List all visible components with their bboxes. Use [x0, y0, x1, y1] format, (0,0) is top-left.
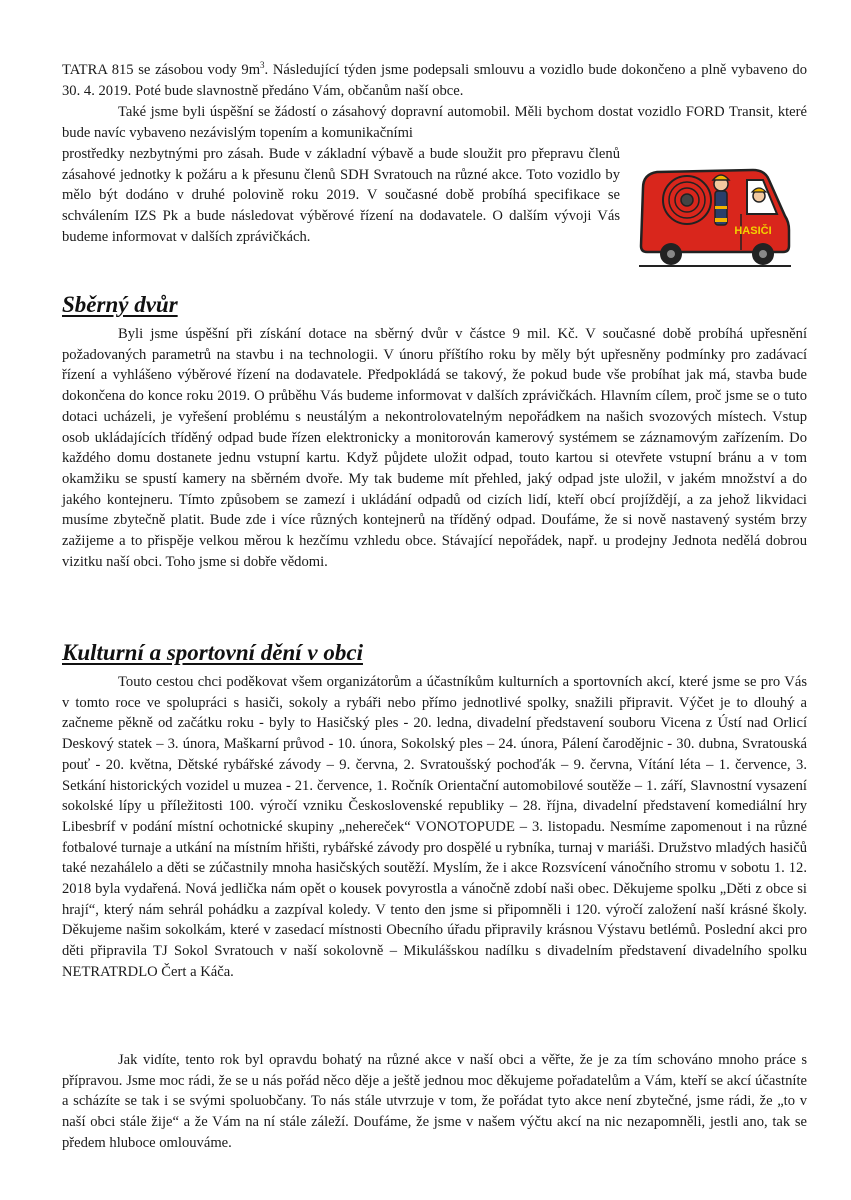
truck-label: HASIČI — [734, 225, 772, 237]
sberny-dvur-paragraph: Byli jsme úspěšní při získání dotace na sběrný dvůr v částce 9 mil. Kč. V současné době probíhá upřesnění požadovaných parametrů na stavbu i na technologii. V únoru příštího roku by měly být upřesněny podmínky pro zadávací řízení a vyhlášeno výběrové řízení na dodavatele. Předpokládá se takový, že pokud bude vše probíhat jak má, stavba bude dokončena do konce roku 2019. O průběhu Vás budeme informovat v dalších zprávičkách. Hlavním cílem, proč jsme se o tuto dotaci ucházeli, je vyřešení problému s neustálým a nekontrolovatelným nepořádkem na našich svozových místech. Vstup osob ukládajících tříděný odpad bude řízen elektronicky a monitorován kamerový systémem se záznamovým zařízením. Do každého domu dostanete jednu vstupní kartu. Když půjdete uložit odpad, touto kartou si otevřete vstupní bránu a v tom okamžiku se spustí kamery na sběrném dvoře. My tak budeme mít přehled, jaký odpad jste uložil, v jakém množství a do jakého kontejneru. Tímto způsobem se zamezí i ukládání odpadů od cizích lidí, kteří obcí projíždějí, a za jehož likvidaci musíme zbytečně platit. Bude zde i více různých kontejnerů na tříděný odpad. Doufáme, že si nově nastavený systém brzy zažijeme a to přispěje velkou měrou k hezčímu vzhledu obce. Stávající nepořádek, např. u prodejny Jednota nedělá dobrou vizitku naší obci. Toho jsme si dobře vědomi. — [62, 326, 807, 570]
intro-paragraph-2a: Také jsme byli úspěšní se žádostí o zásahový dopravní automobil. Měli bychom dostat vozidlo FORD Transit, které bude navíc vybaveno nezávislým topením a komunikačními — [62, 104, 807, 141]
kultura-paragraph-1: Touto cestou chci poděkovat všem organizátorům a účastníkům kulturních a sportovních akcí, které jsme se pro Vás v tomto roce ve spolupráci s hasiči, sokoly a rybáři nebo přímo jednotlivé spolky, snažili připravit. Výčet je to dlouhý a začneme pěkně od začátku roku - byly to Hasičský ples - 20. ledna, divadelní představení souboru Vicena z Ústí nad Orlicí Deskový statek – 3. února, Maškarní průvod - 10. února, Sokolský ples – 24. února, Pálení čarodějnic - 30. dubna, Svratouská pouť - 20. května, Dětské rybářské závody – 9. června, 2. Svratoušský pochoďák – 9. června, Vítání léta – 1. července, 3. Setkání historických vozidel u muzea - 21. července, 1. Ročník Orientační automobilové soutěže – 1. září, Slavnostní vysazení sokolské lípy u příležitosti 100. výročí vzniku Československé republiky – 28. října, divadelní představení komediální hry Libesbríf v podání místní ochotnické skupiny „nehereček“ VONOTOPUDE – 3. listopadu. Nesmíme zapomenout i na různé fotbalové turnaje a utkání na místním hřišti, rybářské závody pro dospělé u rybníka, turnaj v mariáši. Družstvo mladých hasičů také nezahálelo a děti se zúčastnily mnoha hasičských soutěží. Myslím, že i akce Rozsvícení vánočního stromu v sobotu 1. 12. 2018 byla vydařená. Nová jedlička nám opět o kousek povyrostla a vánočně zdobí naši obec. Děkujeme spolku „Děti z obce si hrají“, který nám sehrál pohádku a zazpíval koledy. V tento den jsme si připomněli i 120. výročí založení naší krásné školy. Děkujeme našim sokolkám, které v zasedací místnosti Obecního úřadu připravily krásnou Výstavu betlémů. Poslední akci pro děti připravila TJ Sokol Svratouch v naší sokolovně – Mikulášskou nadílku s divadelním představení divadelního spolku NETRATRDLO Čert a Káča. — [62, 674, 807, 980]
section-heading-sberny-dvur: Sběrný dvůr — [62, 292, 178, 317]
intro-text-b: . Následující týden jsme podepsali smlouvu a vozidlo bude dokončeno a plně vybaveno do 30. 4. 2019. Poté bude slavnostně předáno Vám, občanům naší obce. — [62, 62, 807, 99]
section-heading-kultura: Kulturní a sportovní dění v obci — [62, 640, 363, 665]
intro-paragraph-2b: prostředky nezbytnými pro zásah. Bude v základní výbavě a bude sloužit pro přepravu členů zásahové jednotky k požáru a k přesunu členů SDH Svratouch na různé akce. Toto vozidlo by mělo být dodáno v druhé polovině roku 2019. V současné době probíhá specifikace se schválením IZS Pk a bude následovat výběrové řízení na dodavatele. O dalším vývoji Vás budeme informovat v dalších zprávičkách. — [62, 146, 620, 245]
intro-paragraph-1 — [62, 60, 807, 101]
intro-text-a: TATRA 815 se zásobou vody 9m — [62, 62, 261, 78]
fire-truck-icon — [635, 158, 795, 270]
superscript-three: 3 — [260, 60, 265, 71]
kultura-paragraph-2: Jak vidíte, tento rok byl opravdu bohatý na různé akce v naší obci a věřte, že je za tím schováno mnoho práce s přípravou. Jsme moc rádi, že se u nás pořád něco děje a ještě jednou moc děkujeme pořadatelům a Vám, kteří se akcí účastníte a scházíte se tak i se svými spoluobčany. To nás stále utvrzuje v tom, že pořádat tyto akce není zbytečné, jsme rádi, že „to v naší obci stále žije“ a že Vám na ní stále záleží. Doufáme, že jsme v našem výčtu akcí na nic nezapomněli, jestli ano, tak se předem hluboce omlouváme. — [62, 1052, 807, 1151]
